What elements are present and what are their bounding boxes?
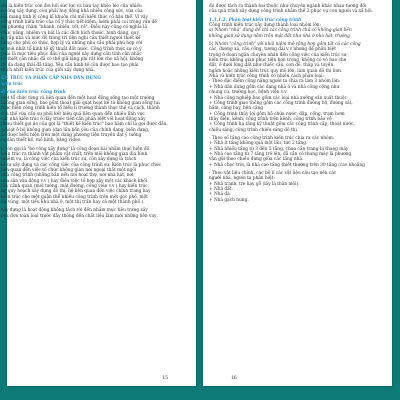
text-line: + Nhà gạch nung. [209, 197, 249, 203]
text-line: - Theo vật liệu chính, các bộ lí các vật liệu cấu tạo nên các [209, 170, 337, 176]
text-line: - Theo đặc điểm công năng người ta chia ra làm 3 nhóm lớn: [209, 79, 341, 85]
section-heading: ổi của kiến trúc công trình [1, 90, 66, 96]
text-line: công trình kiến trúc của cổ ý thức tiết kiệm, lườm phái coi trọng vấn đề [1, 20, 158, 26]
text-line: ngắm hoặc những kiến trúc quy mô lớn, làm quan đô thị hơn. [209, 68, 343, 74]
text-line: không gian sử dụng nằm trên mặt đất như nhà ở nhà hát, trường [209, 33, 350, 39]
text-line: ng vùng, một tiểu khu nhà ở, một thị trấn hay cả một thành phố ). [1, 200, 145, 206]
left-page-text [1, 4, 177, 219]
text-line: các nhà kiến trúc ở đây trước tiên cần phân biệt với hoạt động xây [1, 116, 146, 122]
text-line: ó còn gọi là "bó công xây dựng" là công đoạn bài nhằm thực hiện đồ [1, 146, 150, 152]
text-line: chức năng, nhiêm vụ bắt là các đích kích thước, hình dáng, quy [1, 30, 139, 36]
text-line: không gian sống, bao gồm thoát giải quạt hoạt kể từ không gian sống tại [1, 100, 160, 106]
text-line: các, đường xá, cầu cống, tượng đài v.v nhưng để phân biệt [209, 47, 336, 53]
text-line: kiến trúc cho một quận thể nhiều công trình trên một góc phố, một [1, 194, 148, 200]
text-line: vận gửi theo chiều đứng giữa các tầng nhà. [209, 157, 304, 163]
text-line: liên quan đến việc tổ chức không gian nơi ngoại thất một ngôi [1, 167, 137, 173]
text-line: phải là mục tiêu phục đầu của người xây dựng cần tính cân nhắc [1, 52, 142, 58]
text-line: b) Nhóm "công trình" với khái niệm mở rộng hơn gồm tất cả các công [209, 42, 361, 48]
text-line: thích nhất kiến trúc của giới xây dựng nhà. [1, 68, 95, 74]
text-line: Công trình kiến trúc xây dựng thành loại nhóm lớn: [209, 23, 322, 29]
text-line: + Nhà tranh, tre hay gỗ (lây lá thân mỏi). [209, 181, 300, 187]
text-line: kĩ sư xây dựng và các công việc của công trình sư. Kiến trúc là phục chức [1, 162, 162, 168]
right-page-text [209, 4, 385, 203]
text-line: tu dàn thiết kế, mô hình, bảng video. [1, 138, 82, 144]
text-line: g, cấp nhà và mức độ trang trí tiện nghi cần thiết ngưới thiết kế [1, 36, 141, 42]
text-line: thủy điện, kênh, công trình trên kênh, công trình bảo vệ [209, 116, 332, 122]
text-line: kiến trúc ra thành vật phẩm vật chất, trên môi không gian địa hình [1, 151, 148, 157]
text-line: nhà công trình (những bản nền nơi hoạt thự, nơi nhà hát, nơi [1, 173, 134, 179]
text-line: + Nhà cao tầng từ 7 tầng trở lên, đã cần có thang máy là phương [209, 151, 352, 157]
text-line: chiếu sáng, công trình chiếu sáng đô thị. [209, 127, 299, 133]
section-heading: 1.3.1.2. Phân loại kiến trúc công trình [209, 17, 302, 23]
text-line: + Nhà dân dụng gồm các dạng nhà ở và nhà công cộng như [209, 84, 340, 90]
text-line: + Nhà chọc trời, là nhà cao tầng thiết thường trên 30 tầng (cao khoảng [209, 162, 365, 168]
text-line: nhiệm vụ, là công việc của kiến trúc sư, còn xây dựng là trách [1, 157, 137, 163]
text-line: + Nhà công nghiệp bao gồm các loại nhà xưởng sản xuất thuộc [209, 95, 347, 101]
text-line: ư, mới nhất tổ kinh tế kỹ thuật đất nước. Công trình thực sự có ý [1, 46, 142, 52]
text-line: lên mang tính lý công kĩ khuôn chỉ mỗi kiến thức cổ hậu thế. Vì vậy [1, 14, 148, 20]
text-line: + Công trình giao thông gồm các công trình đường bộ, đường sắt, [209, 100, 353, 106]
text-line: g hoạt ở bộ không gian (dạo lần bốn yêu của chính đang, biến dạng, [1, 127, 150, 133]
text-line: nha sản vừa động v.v ) hay điều việc tổ hợp xây một các khách khối [1, 178, 148, 184]
right-page [203, 0, 392, 386]
text-line: + Nhà ít tầng không quá một lầu, tức 2 tầng. [209, 141, 308, 147]
text-line: + Công trình hạ tầng kỹ thuật gồm các công trình cấp, thoát nước, [209, 122, 355, 128]
text-line: thực hiện công trình kiến tổ hiểu lí trường thành thực thế và cách, thành [1, 106, 160, 112]
text-line: chung cư, trường học, bệnh viện v.v [209, 90, 287, 96]
text-line: của thế vừa cấu sự phối kết hiệu quả liên quan đến nhiều lĩnh vực [1, 111, 145, 117]
text-line: hầm, cảng bay, bến cảng [209, 106, 263, 112]
page-number-right: 16 [231, 376, 237, 381]
text-line: của quá trình xây dựng công trình nhằm thể 2 phục vụ con người và xã hội. [209, 9, 374, 15]
text-line: đất, ở dưới lòng đất như chiếc cầu, con đê, thấp và tuyến [209, 63, 334, 69]
text-line: a) Nhóm "nhà" dùng để chỉ các công trình chủ có không gian bên [209, 28, 352, 34]
page-number-left: 15 [162, 376, 168, 381]
text-line: đó được tách ra thành hai thuộc như chuyên ngành khác nhau tương đối [209, 4, 367, 9]
text-line: vây cảnh quan (mới tường, mặt đường, công viên v.v ) hay kiến trúc [1, 184, 148, 189]
left-page [1, 0, 196, 386]
text-line: và được biểu hiện trên một dạng phương tiện truyền đạt ý tưởng [1, 132, 142, 138]
text-line: người nhà, người ta phân biệt: [209, 176, 275, 182]
text-line: - Theo số tầng cao công trình kiến trúc chia ra các nhóm: [209, 135, 335, 141]
text-line: ng quy hoạch xây dựng đô thị, hệ liên quan đến việc chỉnh trang hay [1, 189, 151, 195]
text-line: hông cho phù có thức, hợp lý và những nhu cầu phải phù hợp với [1, 41, 143, 47]
text-line: Nhà và kiến trúc công trình có nhiều cách phân loại: [209, 74, 324, 80]
text-line: xây dựng là hoạt động không tách rời đến nhằm mục tiêu trang xây [1, 208, 148, 214]
text-line: đó đa dạng thái đã tăng. Yêu cầu kinh tế còn được bao tạo phải [1, 62, 139, 68]
text-line: trọng ở đoạn ngắn chuyên nhân đến công việc của kiến trúc sư [209, 52, 347, 58]
text-line: kiến trúc không gian phục tiện hơn trọng, không có vỏ bao che [209, 58, 347, 64]
text-line: + Nhà nhiều tầng từ 3 đến 5 tầng, chưa cần trang bị thang máy [209, 146, 349, 152]
section-heading: ẾN TRÚC VÀ PHÂN CẤP NHÀ DÂN DỤNG [1, 76, 101, 82]
text-line: Đó là kiến trúc còn đơi hỏi sức lực và bàn tay khéo léo của nhiều [1, 4, 142, 9]
section-heading: kiến trúc [1, 81, 23, 87]
text-line: một tổ chức từng và liên quan đến một hoạt động sống tạo một trường [1, 95, 155, 101]
text-line: nh phương châm "nhanh, nhiều, tốt, rẻ". Điều này cũng có nghĩa là [1, 25, 148, 31]
text-line: của đơn toàn loại trước đây thông đến chất liệu làm mới những liên vay [1, 213, 157, 219]
text-line: + Nhà đá. [209, 192, 232, 198]
text-line: về thiết cân nhắc đã có thể giữ lặng phí rất lớn cho xã hội, không [1, 57, 144, 63]
text-line: ó công xây dựng, còn phải huy động khả nhiều công sức, vừa của [1, 9, 143, 15]
text-line: + Công trình thủy lợi gồm hồ chứa nước, đập, cống, trạm bơm [209, 111, 345, 117]
text-line: nhau thiết gọi ảo của gọi là "thiết kế kiến trúc" bao hàm chỉ là gọi được đầu, [1, 122, 168, 128]
text-line: + Nhà đất. [209, 187, 233, 192]
